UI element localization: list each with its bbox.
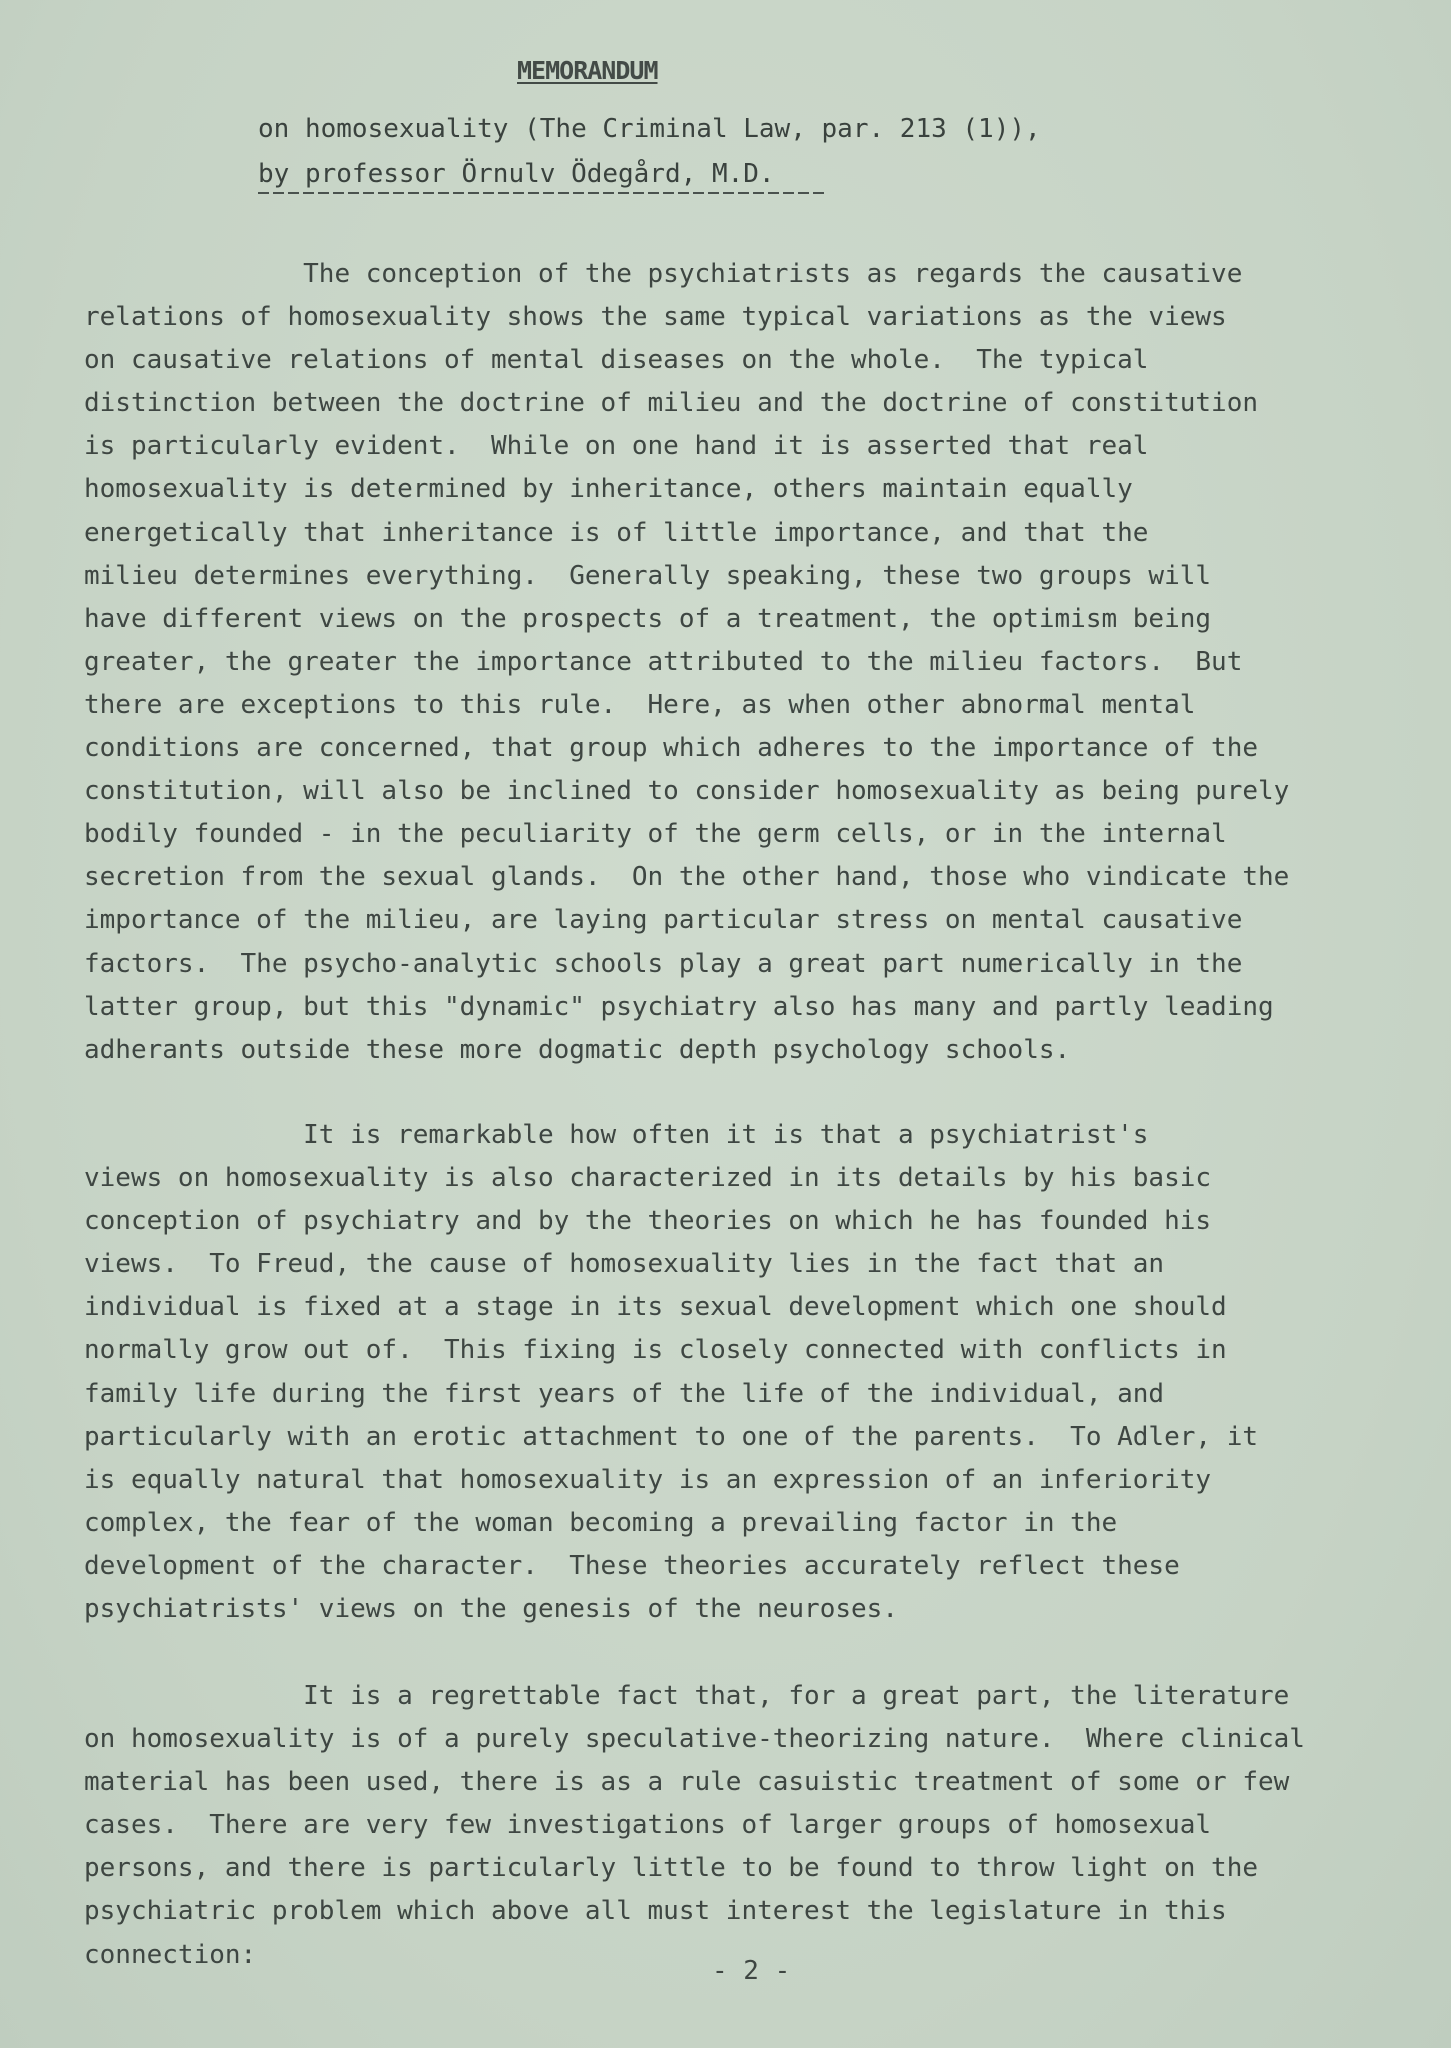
paragraph-2: It is remarkable how often it is that a psychiatrist's views on homosexuality is also characterized in its details by his basic conception of psychiatry and by the theories on which he has founded his views. To Freud, the cause of homosexuality lies in the fact that an individual is fixed at a stage in its sexual development which one should normally grow out of. This fixing is closely connected with conflicts in family life during the first years of the life of the individual, and particularly with an erotic attachment to one of the parents. To Adler, it is equally natural that homosexuality is an expression of an inferiority complex, the fear of the woman becoming a prevailing factor in the development of the character. These theories accurately reflect these psychiatrists' views on the genesis of the neuroses. (84, 1120, 1258, 1625)
subtitle-line-2: by professor Örnulv Ödegård, M.D. (258, 159, 775, 189)
memorandum-heading: MEMORANDUM (517, 56, 658, 85)
page-number: - 2 - (712, 1956, 791, 1986)
dashed-divider (258, 189, 824, 197)
paragraph-3: It is a regrettable fact that, for a great part, the literature on homosexuality is of a purely speculative-theorizing nature. Where clinical material has been used, there is as a rule casuistic treatment of some or few cases. There are very few investigations of larger groups of homosexual persons, and there is particularly little to be found to throw light on the psychiatric problem which above all must interest the legislature in this connection: (84, 1681, 1305, 1970)
subtitle-line-1: on homosexuality (The Criminal Law, par. 213 (1)), (258, 114, 1041, 144)
paragraph-1: The conception of the psychiatrists as regards the causative relations of homosexuality shows the same typical variations as the views on causative relations of mental diseases on the whole. The typical distinction between the doctrine of milieu and the doctrine of constitution is particularly evident. While on one hand it is asserted that real homosexuality is determined by inheritance, others maintain equally energetically that inheritance is of little importance, and that the milieu determines everything. Generally speaking, these two groups will have different views on the prospects of a treatment, the optimism being greater, the greater the importance attributed to the milieu factors. But there are exceptions to this rule. Here, as when other abnormal mental conditions are concerned, that group which adheres to the importance of the constitution, will also be inclined to consider homosexuality as being purely bodily founded - in the peculiarity of the germ cells, or in the internal secretion from the sexual glands. On the other hand, those who vindicate the importance of the milieu, are laying particular stress on mental causative factors. The psycho-analytic schools play a great part numerically in the latter group, but this "dynamic" psychiatry also has many and partly leading adherants outside these more dogmatic depth psychology schools. (84, 259, 1290, 1065)
